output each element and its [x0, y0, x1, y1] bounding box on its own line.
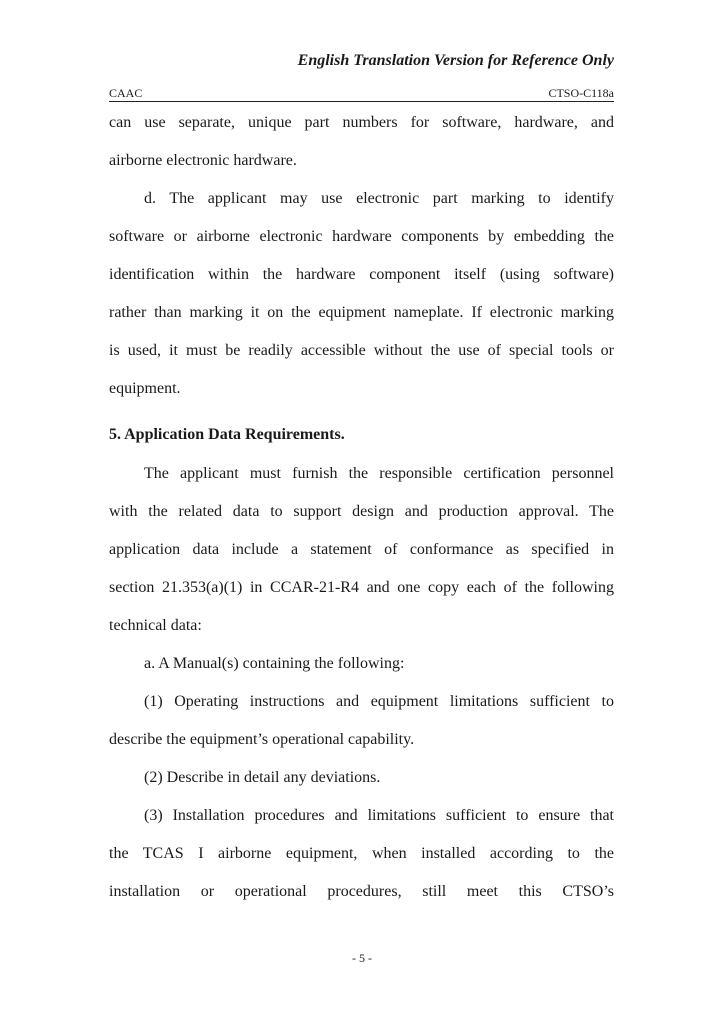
header-divider [109, 101, 614, 102]
body-line: with the related data to support design and production approval. The [109, 503, 614, 520]
section-heading: 5. Application Data Requirements. [109, 426, 345, 443]
body-line: software or airborne electronic hardware components by embedding the [109, 228, 614, 245]
page-number: - 5 - [352, 951, 372, 965]
body-line: describe the equipment’s operational capability. [109, 731, 415, 748]
body-line: installation or operational procedures, still meet this CTSO’s [109, 883, 614, 900]
body-line: equipment. [109, 380, 181, 397]
body-line: the TCAS I airborne equipment, when installed according to the [109, 845, 614, 862]
body-line: The applicant must furnish the responsible certification personnel [144, 465, 614, 482]
body-line: section 21.353(a)(1) in CCAR-21-R4 and one copy each of the following [109, 579, 614, 596]
body-line: (2) Describe in detail any deviations. [144, 769, 381, 786]
body-line: identification within the hardware component itself (using software) [109, 266, 614, 283]
body-line: airborne electronic hardware. [109, 152, 297, 169]
header-title: English Translation Version for Reference Only [297, 52, 614, 69]
body-line: (1) Operating instructions and equipment limitations sufficient to [144, 693, 614, 710]
body-line: can use separate, unique part numbers for software, hardware, and [109, 114, 614, 131]
body-line: is used, it must be readily accessible without the use of special tools or [109, 342, 614, 359]
body-line: (3) Installation procedures and limitations sufficient to ensure that [144, 807, 614, 824]
body-line: d. The applicant may use electronic part marking to identify [144, 190, 614, 207]
header-organization: CAAC [109, 86, 143, 100]
header-document-id: CTSO-C118a [548, 86, 614, 100]
body-line: a. A Manual(s) containing the following: [144, 655, 405, 672]
body-line: rather than marking it on the equipment nameplate. If electronic marking [109, 304, 614, 321]
body-line: application data include a statement of conformance as specified in [109, 541, 614, 558]
body-line: technical data: [109, 617, 202, 634]
